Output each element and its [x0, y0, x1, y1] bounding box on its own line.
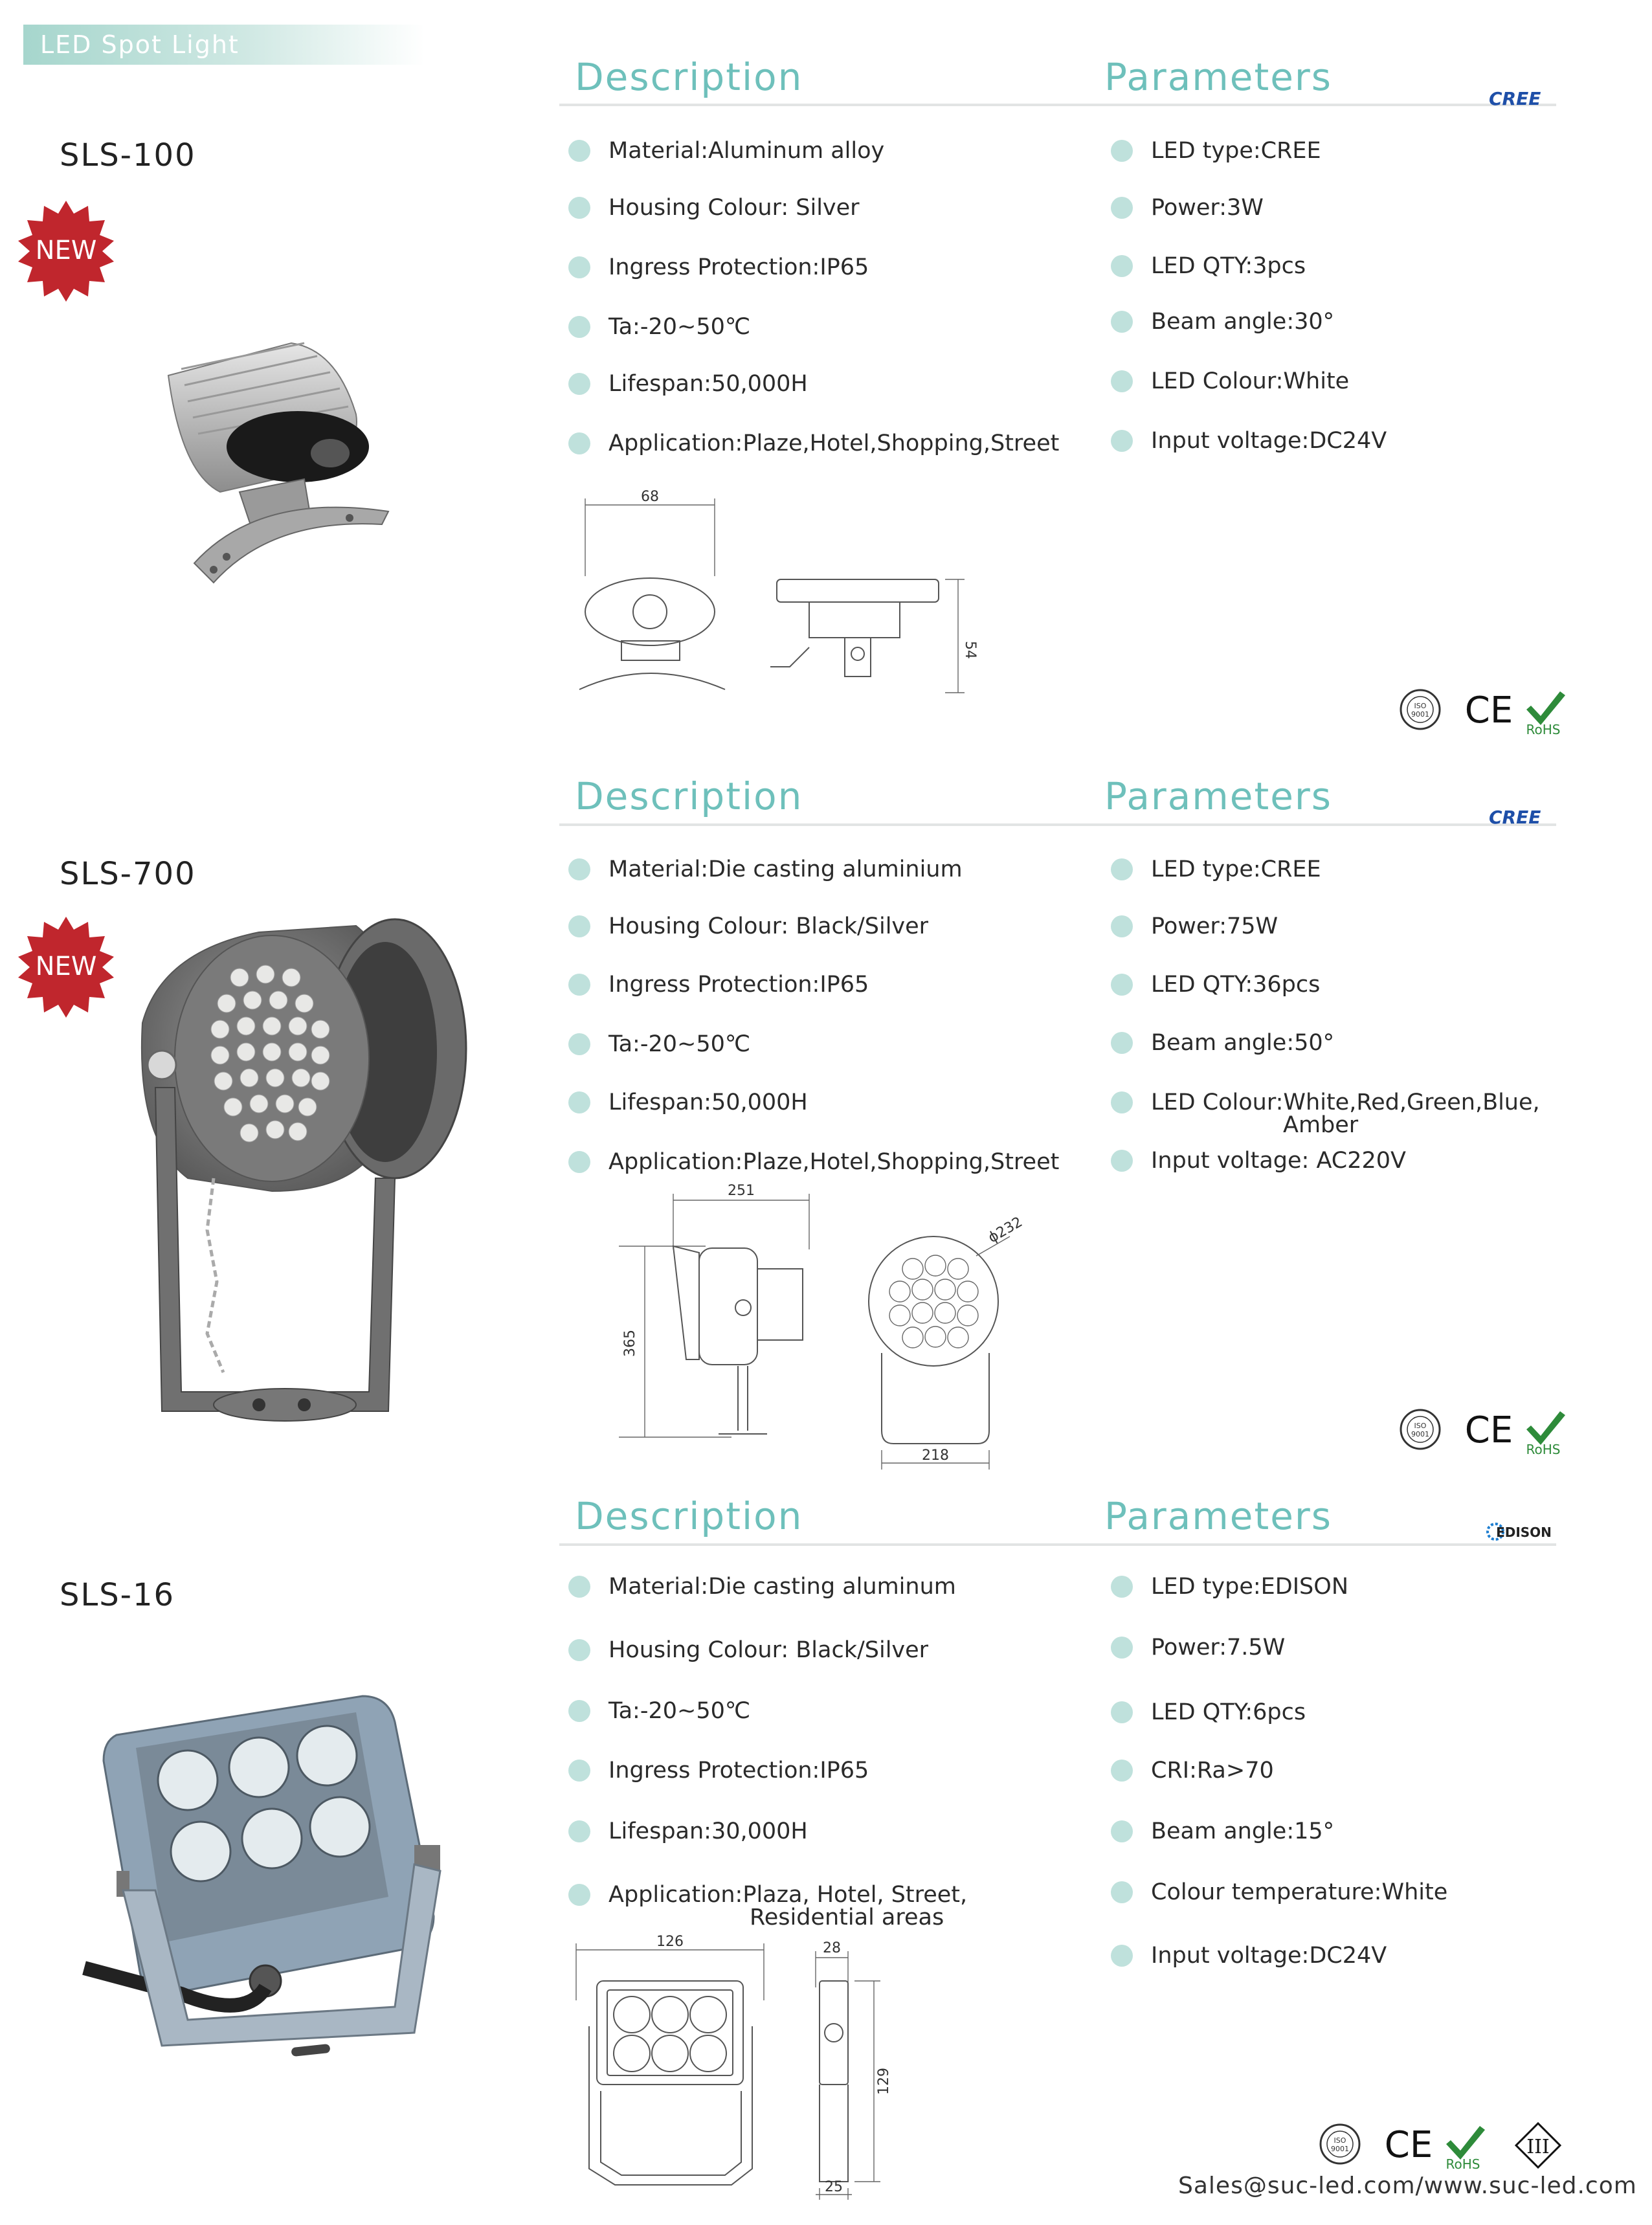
- bullet-icon: [568, 197, 590, 219]
- product-model: SLS-700: [60, 856, 196, 892]
- ce-mark-icon: CE: [1384, 2124, 1433, 2166]
- svg-text:RoHS: RoHS: [1526, 1442, 1561, 1457]
- parameter-item: LED Colour:White,Red,Green,Blue,: [1111, 1089, 1540, 1115]
- description-item: Housing Colour: Black/Silver: [568, 1637, 928, 1663]
- bullet-icon: [1111, 974, 1133, 996]
- parameter-item: LED Colour:White: [1111, 368, 1349, 394]
- bullet-icon: [1111, 255, 1133, 277]
- class-iii-icon: [1516, 2123, 1560, 2167]
- product-photo-sls-100: [142, 324, 453, 615]
- dimension-depth-top: 28: [823, 1940, 841, 1956]
- svg-text:RoHS: RoHS: [1526, 722, 1561, 737]
- bullet-icon: [568, 373, 590, 395]
- contact-footer: Sales@suc-led.com/www.suc-led.com: [1178, 2173, 1637, 2199]
- svg-text:EDISON: EDISON: [1496, 1525, 1552, 1540]
- bullet-icon: [568, 1639, 590, 1661]
- description-item: Material:Aluminum alloy: [568, 137, 884, 164]
- parameter-item: Power:7.5W: [1111, 1634, 1285, 1660]
- bullet-icon: [568, 1820, 590, 1842]
- parameter-item: Input voltage: AC220V: [1111, 1147, 1406, 1174]
- parameter-item: LED QTY:6pcs: [1111, 1699, 1306, 1725]
- bullet-icon: [1111, 1637, 1133, 1659]
- parameter-item: Beam angle:50°: [1111, 1029, 1334, 1056]
- bullet-icon: [1111, 197, 1133, 219]
- category-banner: LED Spot Light: [23, 25, 425, 65]
- edison-logo: [1484, 1517, 1556, 1543]
- bullet-icon: [568, 140, 590, 162]
- bullet-icon: [1111, 1820, 1133, 1842]
- bullet-icon: [1111, 430, 1133, 452]
- svg-text:9001: 9001: [1331, 2145, 1349, 2153]
- iso-9001-icon: [1401, 690, 1440, 729]
- svg-text:ISO: ISO: [1334, 2136, 1346, 2145]
- dimension-depth-bottom: 25: [825, 2179, 843, 2195]
- parameter-item: Beam angle:30°: [1111, 308, 1334, 335]
- new-badge: [14, 199, 118, 303]
- bullet-icon: [568, 256, 590, 278]
- rohs-icon: [1446, 2126, 1485, 2171]
- badge-text: NEW: [35, 236, 97, 265]
- description-item: Material:Die casting aluminium: [568, 856, 963, 882]
- iso-9001-icon: [1401, 1410, 1440, 1449]
- description-item: Ta:-20~50℃: [568, 313, 750, 340]
- parameter-item: LED type:CREE: [1111, 856, 1321, 882]
- description-item: Ta:-20~50℃: [568, 1031, 750, 1057]
- description-item: Lifespan:50,000H: [568, 1089, 808, 1115]
- dimension-drawing: [608, 1172, 1049, 1482]
- bullet-icon: [568, 1760, 590, 1782]
- description-item: Housing Colour: Silver: [568, 194, 860, 221]
- parameter-item-continuation: Amber: [1283, 1112, 1359, 1138]
- bullet-icon: [568, 1091, 590, 1113]
- section-divider: [559, 823, 1556, 826]
- description-heading: Description: [575, 55, 803, 99]
- bullet-icon: [1111, 1032, 1133, 1054]
- bullet-icon: [1111, 1576, 1133, 1598]
- parameters-heading: Parameters: [1104, 774, 1332, 818]
- bullet-icon: [1111, 1945, 1133, 1967]
- bullet-icon: [568, 432, 590, 454]
- parameter-item: Colour temperature:White: [1111, 1879, 1447, 1905]
- cree-logo: CREE: [1489, 88, 1541, 109]
- parameter-item: CRI:Ra>70: [1111, 1757, 1274, 1783]
- bullet-icon: [568, 316, 590, 338]
- bullet-icon: [1111, 1701, 1133, 1723]
- dimension-height: 129: [876, 2068, 892, 2095]
- bullet-icon: [568, 858, 590, 880]
- parameter-item: Input voltage:DC24V: [1111, 427, 1387, 454]
- description-item: Application:Plaza, Hotel, Street,: [568, 1881, 967, 1908]
- product-photo-sls-700: [110, 893, 498, 1437]
- description-item: Material:Die casting aluminum: [568, 1573, 956, 1600]
- rohs-icon: [1526, 1411, 1565, 1457]
- parameter-item: LED type:EDISON: [1111, 1573, 1348, 1600]
- svg-text:RoHS: RoHS: [1446, 2156, 1480, 2171]
- parameters-heading: Parameters: [1104, 1494, 1332, 1538]
- bullet-icon: [568, 1576, 590, 1598]
- bullet-icon: [1111, 140, 1133, 162]
- dimension-drawing: [570, 479, 990, 706]
- bullet-icon: [1111, 858, 1133, 880]
- bullet-icon: [568, 1700, 590, 1722]
- section-divider: [559, 104, 1556, 106]
- description-item: Ta:-20~50℃: [568, 1697, 750, 1724]
- iso-9001-icon: [1321, 2125, 1359, 2164]
- ce-mark-icon: CE: [1464, 1409, 1513, 1451]
- dimension-diameter: ϕ232: [985, 1214, 1025, 1247]
- parameter-item: Power:3W: [1111, 194, 1264, 221]
- bullet-icon: [1111, 1091, 1133, 1113]
- description-item: Application:Plaze,Hotel,Shopping,Street: [568, 430, 1059, 456]
- dimension-drawing: [570, 1929, 932, 2201]
- bullet-icon: [1111, 915, 1133, 937]
- description-heading: Description: [575, 774, 803, 818]
- product-model: SLS-100: [60, 137, 196, 173]
- parameter-item: LED QTY:3pcs: [1111, 252, 1306, 279]
- new-badge: [14, 915, 118, 1019]
- rohs-icon: [1526, 691, 1565, 737]
- bullet-icon: [568, 974, 590, 996]
- parameter-item: Power:75W: [1111, 913, 1278, 939]
- parameter-item: LED QTY:36pcs: [1111, 971, 1320, 998]
- parameter-item: LED type:CREE: [1111, 137, 1321, 164]
- product-photo-sls-16: [78, 1683, 479, 2085]
- svg-text:ISO: ISO: [1414, 1422, 1427, 1430]
- dimension-width: 218: [922, 1448, 949, 1464]
- svg-text:ISO: ISO: [1414, 702, 1427, 710]
- badge-text: NEW: [35, 952, 97, 981]
- description-item: Lifespan:30,000H: [568, 1818, 808, 1844]
- bullet-icon: [568, 1151, 590, 1173]
- svg-text:9001: 9001: [1411, 710, 1429, 719]
- parameter-item: Beam angle:15°: [1111, 1818, 1334, 1844]
- cree-logo: CREE: [1489, 807, 1541, 828]
- dimension-width: 68: [641, 489, 659, 505]
- description-item: Lifespan:50,000H: [568, 370, 808, 397]
- description-item-continuation: Residential areas: [750, 1905, 944, 1930]
- bullet-icon: [568, 1033, 590, 1055]
- description-item: Ingress Protection:IP65: [568, 254, 869, 280]
- description-heading: Description: [575, 1494, 803, 1538]
- bullet-icon: [568, 915, 590, 937]
- dimension-width: 126: [656, 1934, 684, 1950]
- description-item: Application:Plaze,Hotel,Shopping,Street: [568, 1148, 1059, 1175]
- bullet-icon: [568, 1884, 590, 1906]
- certification-logos: [1398, 685, 1586, 737]
- bullet-icon: [1111, 370, 1133, 392]
- section-divider: [559, 1543, 1556, 1546]
- ce-mark-icon: CE: [1464, 689, 1513, 732]
- bullet-icon: [1111, 311, 1133, 333]
- description-item: Ingress Protection:IP65: [568, 971, 869, 998]
- certification-logos: [1318, 2119, 1577, 2171]
- parameters-heading: Parameters: [1104, 55, 1332, 99]
- bullet-icon: [1111, 1150, 1133, 1172]
- parameter-item: Input voltage:DC24V: [1111, 1942, 1387, 1969]
- bullet-icon: [1111, 1760, 1133, 1782]
- description-item: Housing Colour: Black/Silver: [568, 913, 928, 939]
- dimension-height: 54: [962, 641, 978, 659]
- bullet-icon: [1111, 1881, 1133, 1903]
- dimension-height: 365: [622, 1330, 638, 1357]
- certification-logos: [1398, 1405, 1586, 1457]
- description-item: Ingress Protection:IP65: [568, 1757, 869, 1783]
- dimension-depth: 251: [728, 1183, 755, 1199]
- svg-text:III: III: [1526, 2136, 1550, 2158]
- svg-text:9001: 9001: [1411, 1430, 1429, 1438]
- product-model: SLS-16: [60, 1577, 175, 1613]
